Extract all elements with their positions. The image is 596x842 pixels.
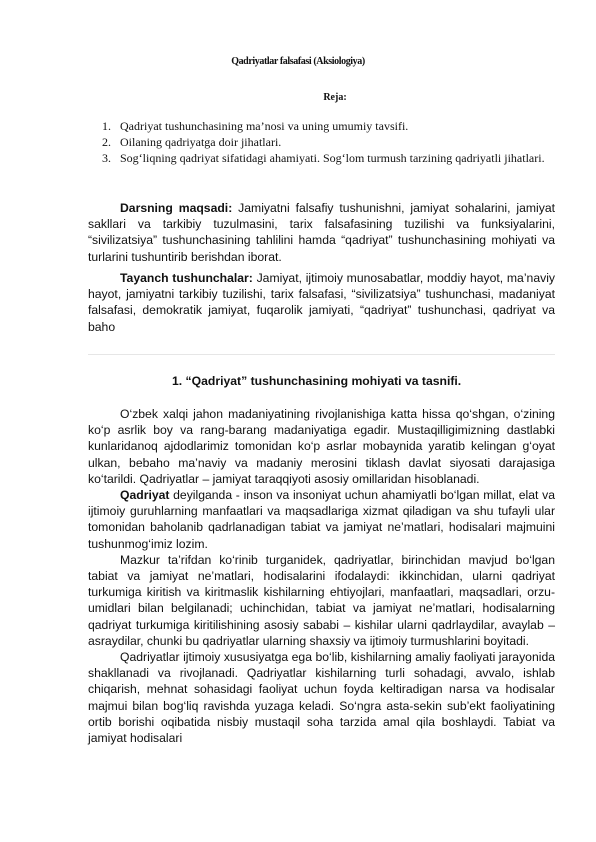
document-title: Qadriyatlar falsafasi (Aksiologiya)	[231, 56, 365, 67]
key-terms-label: Tayanch tushunchalar:	[120, 271, 253, 285]
plan-item	[100, 118, 560, 134]
plan-item-text: Oilaning qadriyatga doir jihatlari.	[120, 135, 282, 149]
plan-heading: Reja:	[323, 92, 347, 103]
key-terms	[88, 270, 555, 335]
key-terms-text: Jamiyat, ijtimoiy munosabatlar, moddiy hayot, ma’naviy hayot, jamiyatni tarkibiy tuzilishi, tarix falsafasi, “sivilizatsiya” tushunchasi, madaniyat falsafasi, demokratik jamiyat, fuqarolik jamiyati, “qadriyat” tushunchasi, qadriyat va baho	[88, 271, 555, 334]
body-text	[88, 406, 555, 746]
plan-item-number: 3.	[102, 151, 111, 165]
plan-item-text: Qadriyat tushunchasining ma’nosi va uning umumiy tavsifi.	[120, 119, 409, 133]
plan-item-text: Sog‘liqning qadriyat sifatidagi ahamiyati. Sog‘lom turmush tarzining qadriyatli jihatlari.	[120, 151, 545, 165]
plan-item-number: 1.	[102, 119, 111, 133]
section-heading: 1. “Qadriyat” tushunchasining mohiyati va tasnifi.	[172, 374, 462, 388]
paragraph: O‘zbek xalqi jahon madaniyatining rivojlanishiga katta hissa qo‘shgan, o‘zining ko‘p asrlik boy va rang-barang madaniyatiga egadir. Mustaqilligimizning dastlabki kunlaridanoq ajdodlarimiz tomonidan ko‘p asrlar mobaynida yaratib kelingan g‘oyat ulkan, bebaho ma’naviy va madaniy merosini tiklash davlat siyosati darajasiga ko‘tarildi. Qadriyatlar – jamiyat taraqqiyoti asosiy omillaridan hisoblanadi.	[88, 407, 555, 486]
term-qadriyat: Qadriyat	[120, 488, 170, 503]
lesson-goal	[88, 200, 555, 265]
paragraph: Mazkur ta’rifdan ko‘rinib turganidek, qadriyatlar, birinchidan mavjud bo‘lgan tabiat va jamiyat ne’matlari, hodisalarini ifodalaydi: ikkinchidan, ularni qadriyat turkumiga kiritish va kiritmaslik kishilarning ehtiyojlari, manfaatlari, maqsadlari, orzu-umidlari bilan belgilanadi; uchinchidan, tabiat va jamiyat ne’matlari, hodisalarning qadriyat turkumiga kiritilishining asosiy sababi – kishilar ularni qadrlaydilar, avaylab – asraydilar, chunki bu qadriyatlar ularning shaxsiy va ijtimoiy turmushlarini boyitadi.	[88, 552, 555, 648]
plan-item	[100, 150, 560, 166]
lesson-goal-text: Jamiyatni falsafiy tushunishni, jamiyat sohalarini, jamiyat sakllari va tarkibiy tuzulmasini, tarix falsafasining tuzilishi va funksiyalarini, “sivilizatsiya” tushunchasining tahlilini hamda “qadriyat” tushunchasining mohiyati va turlarini tushuntirib berishdan iborat.	[88, 201, 555, 264]
plan-item	[100, 134, 560, 150]
paragraph	[88, 487, 555, 552]
lesson-goal-label: Darsning maqsadi:	[120, 201, 233, 215]
paragraph-text: deyilganda - inson va insoniyat uchun ahamiyatli bo‘lgan millat, elat va ijtimoiy guruhlarning manfaatlari va maqsadlariga xizmat qiladigan va shu tufayli ular tomonidan baholanib qadrlanadigan tabiat va jamiyat ne’matlari, hodisalari majmuini tushunmog‘imiz lozim.	[88, 488, 555, 551]
paragraph: Qadriyatlar ijtimoiy xususiyatga ega bo‘lib, kishilarning amaliy faoliyati jarayonida shakllanadi va rivojlanadi. Qadriyatlar kishilarning turli sohadagi, avvalo, ishlab chiqarish, mehnat sohasidagi faoliyat uchun foyda keltiradigan narsa va hodisalar majmui bilan bog‘liq ravishda yuzaga keladi. So‘ngra asta-sekin sub’ekt faoliyatining ortib borishi oqibatida nisbiy mustaqil soha tarzida amal qila boshlaydi. Tabiat va jamiyat hodisalari	[88, 650, 555, 746]
divider	[88, 354, 555, 355]
plan-item-number: 2.	[102, 135, 111, 149]
plan-list	[100, 118, 560, 166]
